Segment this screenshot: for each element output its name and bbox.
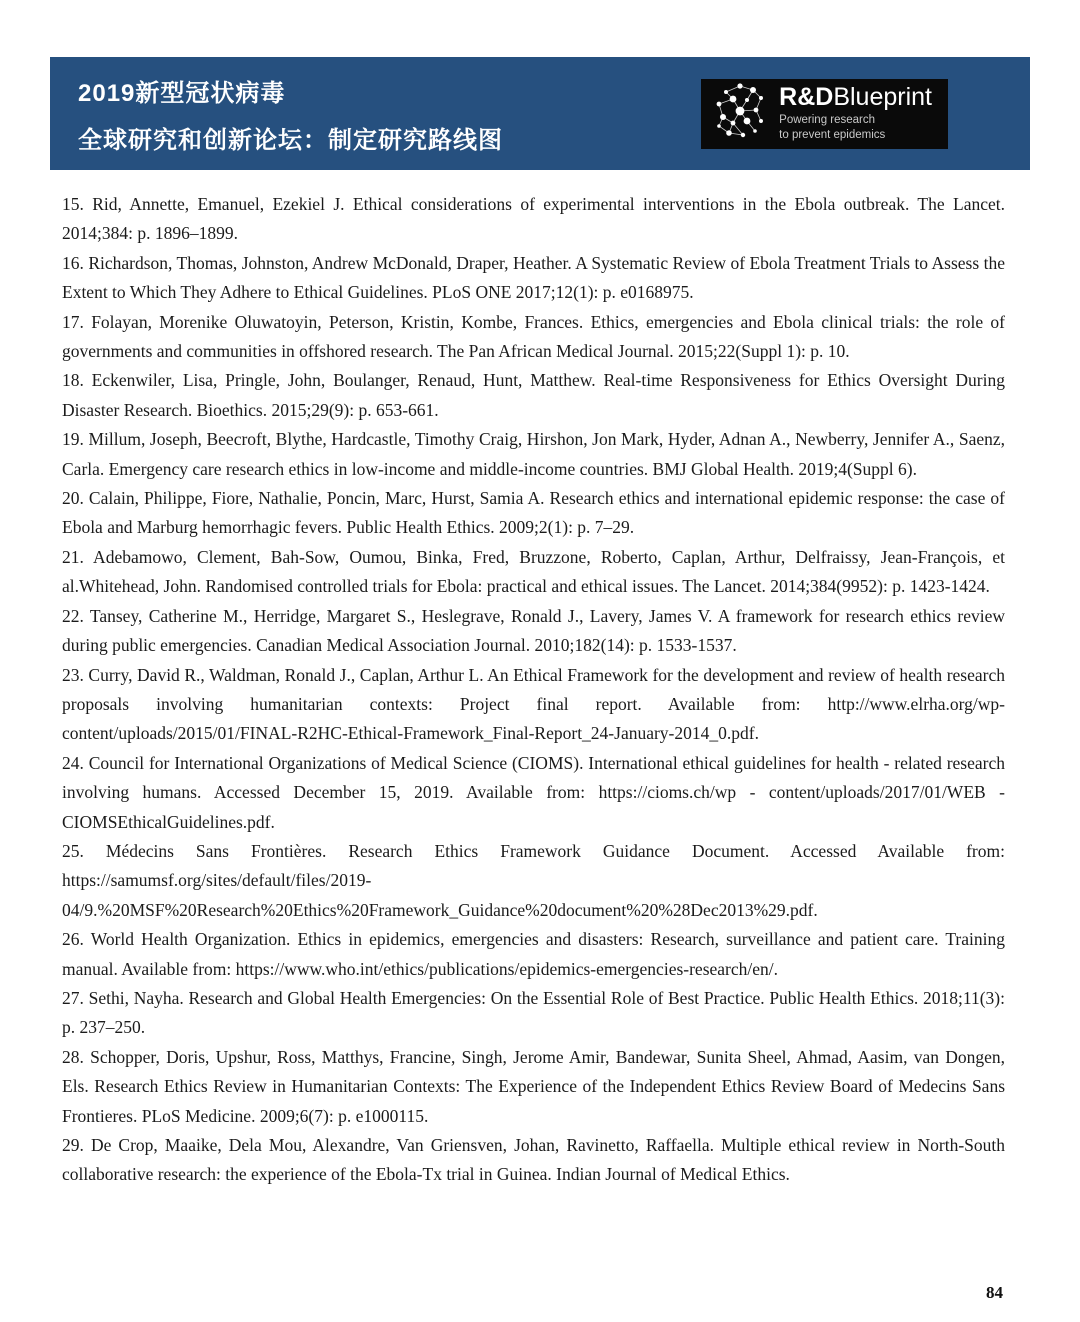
title-line-2: 全球研究和创新论坛：制定研究路线图	[78, 126, 503, 154]
reference-item: 29. De Crop, Maaike, Dela Mou, Alexandre, Van Griensven, Johan, Ravinetto, Raffaella. Multiple ethical review in North-South collaborative research: the experience of the Ebola-Tx trial in Guinea. Indian Journal of Medical Ethics.	[62, 1135, 1005, 1185]
page-number: 84	[986, 1283, 1003, 1302]
reference-item: 24. Council for International Organizations of Medical Science (CIOMS). International ethical guidelines for health ‐ related research involving humans. Accessed December 15, 2019. Available from: https://cioms.ch/wp ‐ content/uploads/2017/01/WEB ‐ CIOMSEthicalGuidelines.pdf.	[62, 752, 1005, 832]
document-title	[78, 73, 503, 155]
logo-brand-rd: R&D	[779, 82, 834, 111]
logo-brand	[779, 84, 932, 110]
logo-tagline-line2: to prevent epidemics	[779, 129, 886, 142]
reference-item: 19. Millum, Joseph, Beecroft, Blythe, Hardcastle, Timothy Craig, Hirshon, Jon Mark, Hyder, Adnan A., Newberry, Jennifer A., Saenz, Carla. Emergency care research ethics in low-income and middle-income countries. BMJ Global Health. 2019;4(Suppl 6).	[62, 429, 1005, 479]
rd-blueprint-logo	[701, 79, 948, 149]
logo-brand-blueprint: Blueprint	[833, 82, 932, 111]
reference-item: 28. Schopper, Doris, Upshur, Ross, Matthys, Francine, Singh, Jerome Amir, Bandewar, Sunita Sheel, Ahmad, Aasim, van Dongen, Els. Research Ethics Review in Humanitarian Contexts: The Experience of the Independent Ethics Review Board of Medecins Sans Frontieres. PLoS Medicine. 2009;6(7): p. e1000115.	[62, 1046, 1005, 1126]
reference-item: 20. Calain, Philippe, Fiore, Nathalie, Poncin, Marc, Hurst, Samia A. Research ethics and international epidemic response: the case of Ebola and Marburg hemorrhagic fevers. Public Health Ethics. 2009;2(1): p. 7–29.	[62, 488, 1005, 538]
logo-tagline-line1: Powering research	[779, 114, 876, 127]
reference-item: 25. Médecins Sans Frontières. Research Ethics Framework Guidance Document. Accessed Available from: https://samumsf.org/sites/default/files/2019-04/9.%20MSF%20Research%20Ethics%20Framework_Guidance%20document%20%28Dec2013%29.pdf.	[62, 840, 1005, 920]
reference-list	[62, 190, 1005, 1190]
reference-item: 27. Sethi, Nayha. Research and Global Health Emergencies: On the Essential Role of Best Practice. Public Health Ethics. 2018;11(3): p. 237–250.	[62, 987, 1005, 1038]
reference-item: 17. Folayan, Morenike Oluwatoyin, Peterson, Kristin, Kombe, Frances. Ethics, emergencies and Ebola clinical trials: the role of governments and communities in offshored research. The Pan African Medical Journal. 2015;22(Suppl 1): p. 10.	[62, 311, 1005, 362]
reference-item: 22. Tansey, Catherine M., Herridge, Margaret S., Heslegrave, Ronald J., Lavery, James V. A framework for research ethics review during public emergencies. Canadian Medical Association Journal. 2010;182(14): p. 1533-1537.	[62, 605, 1005, 656]
logo-tagline	[779, 113, 932, 143]
header-bar	[50, 57, 1030, 170]
logo-text	[779, 84, 932, 143]
reference-item: 23. Curry, David R., Waldman, Ronald J., Caplan, Arthur L. An Ethical Framework for the development and review of health research proposals involving humanitarian contexts: Project final report. Available from: http://www.elrha.org/wp-content/uploads/2015/01/FINAL-R2HC-Ethical-Framework_Final-Report_24-January-2014_0.pdf.	[62, 664, 1005, 744]
reference-item: 21. Adebamowo, Clement, Bah-Sow, Oumou, Binka, Fred, Bruzzone, Roberto, Caplan, Arthur, Delfraissy, Jean-François, et al.Whitehead, John. Randomised controlled trials for Ebola: practical and ethical issues. The Lancet. 2014;384(9952): p. 1423-1424.	[62, 546, 1005, 597]
reference-item: 16. Richardson, Thomas, Johnston, Andrew McDonald, Draper, Heather. A Systematic Review of Ebola Treatment Trials to Assess the Extent to Which They Adhere to Ethical Guidelines. PLoS ONE 2017;12(1): p. e0168975.	[62, 252, 1005, 303]
reference-item: 15. Rid, Annette, Emanuel, Ezekiel J. Ethical considerations of experimental interventions in the Ebola outbreak. The Lancet. 2014;384: p. 1896–1899.	[62, 194, 1005, 244]
network-globe-icon	[711, 79, 769, 148]
reference-item: 26. World Health Organization. Ethics in epidemics, emergencies and disasters: Research, surveillance and patient care. Training manual. Available from: https://www.who.int/ethics/publications/epidemics-emergencies-research/en/.	[62, 929, 1005, 979]
reference-item: 18. Eckenwiler, Lisa, Pringle, John, Boulanger, Renaud, Hunt, Matthew. Real-time Responsiveness for Ethics Oversight During Disaster Research. Bioethics. 2015;29(9): p. 653-661.	[62, 370, 1005, 420]
title-line-1: 2019新型冠状病毒	[78, 79, 286, 107]
